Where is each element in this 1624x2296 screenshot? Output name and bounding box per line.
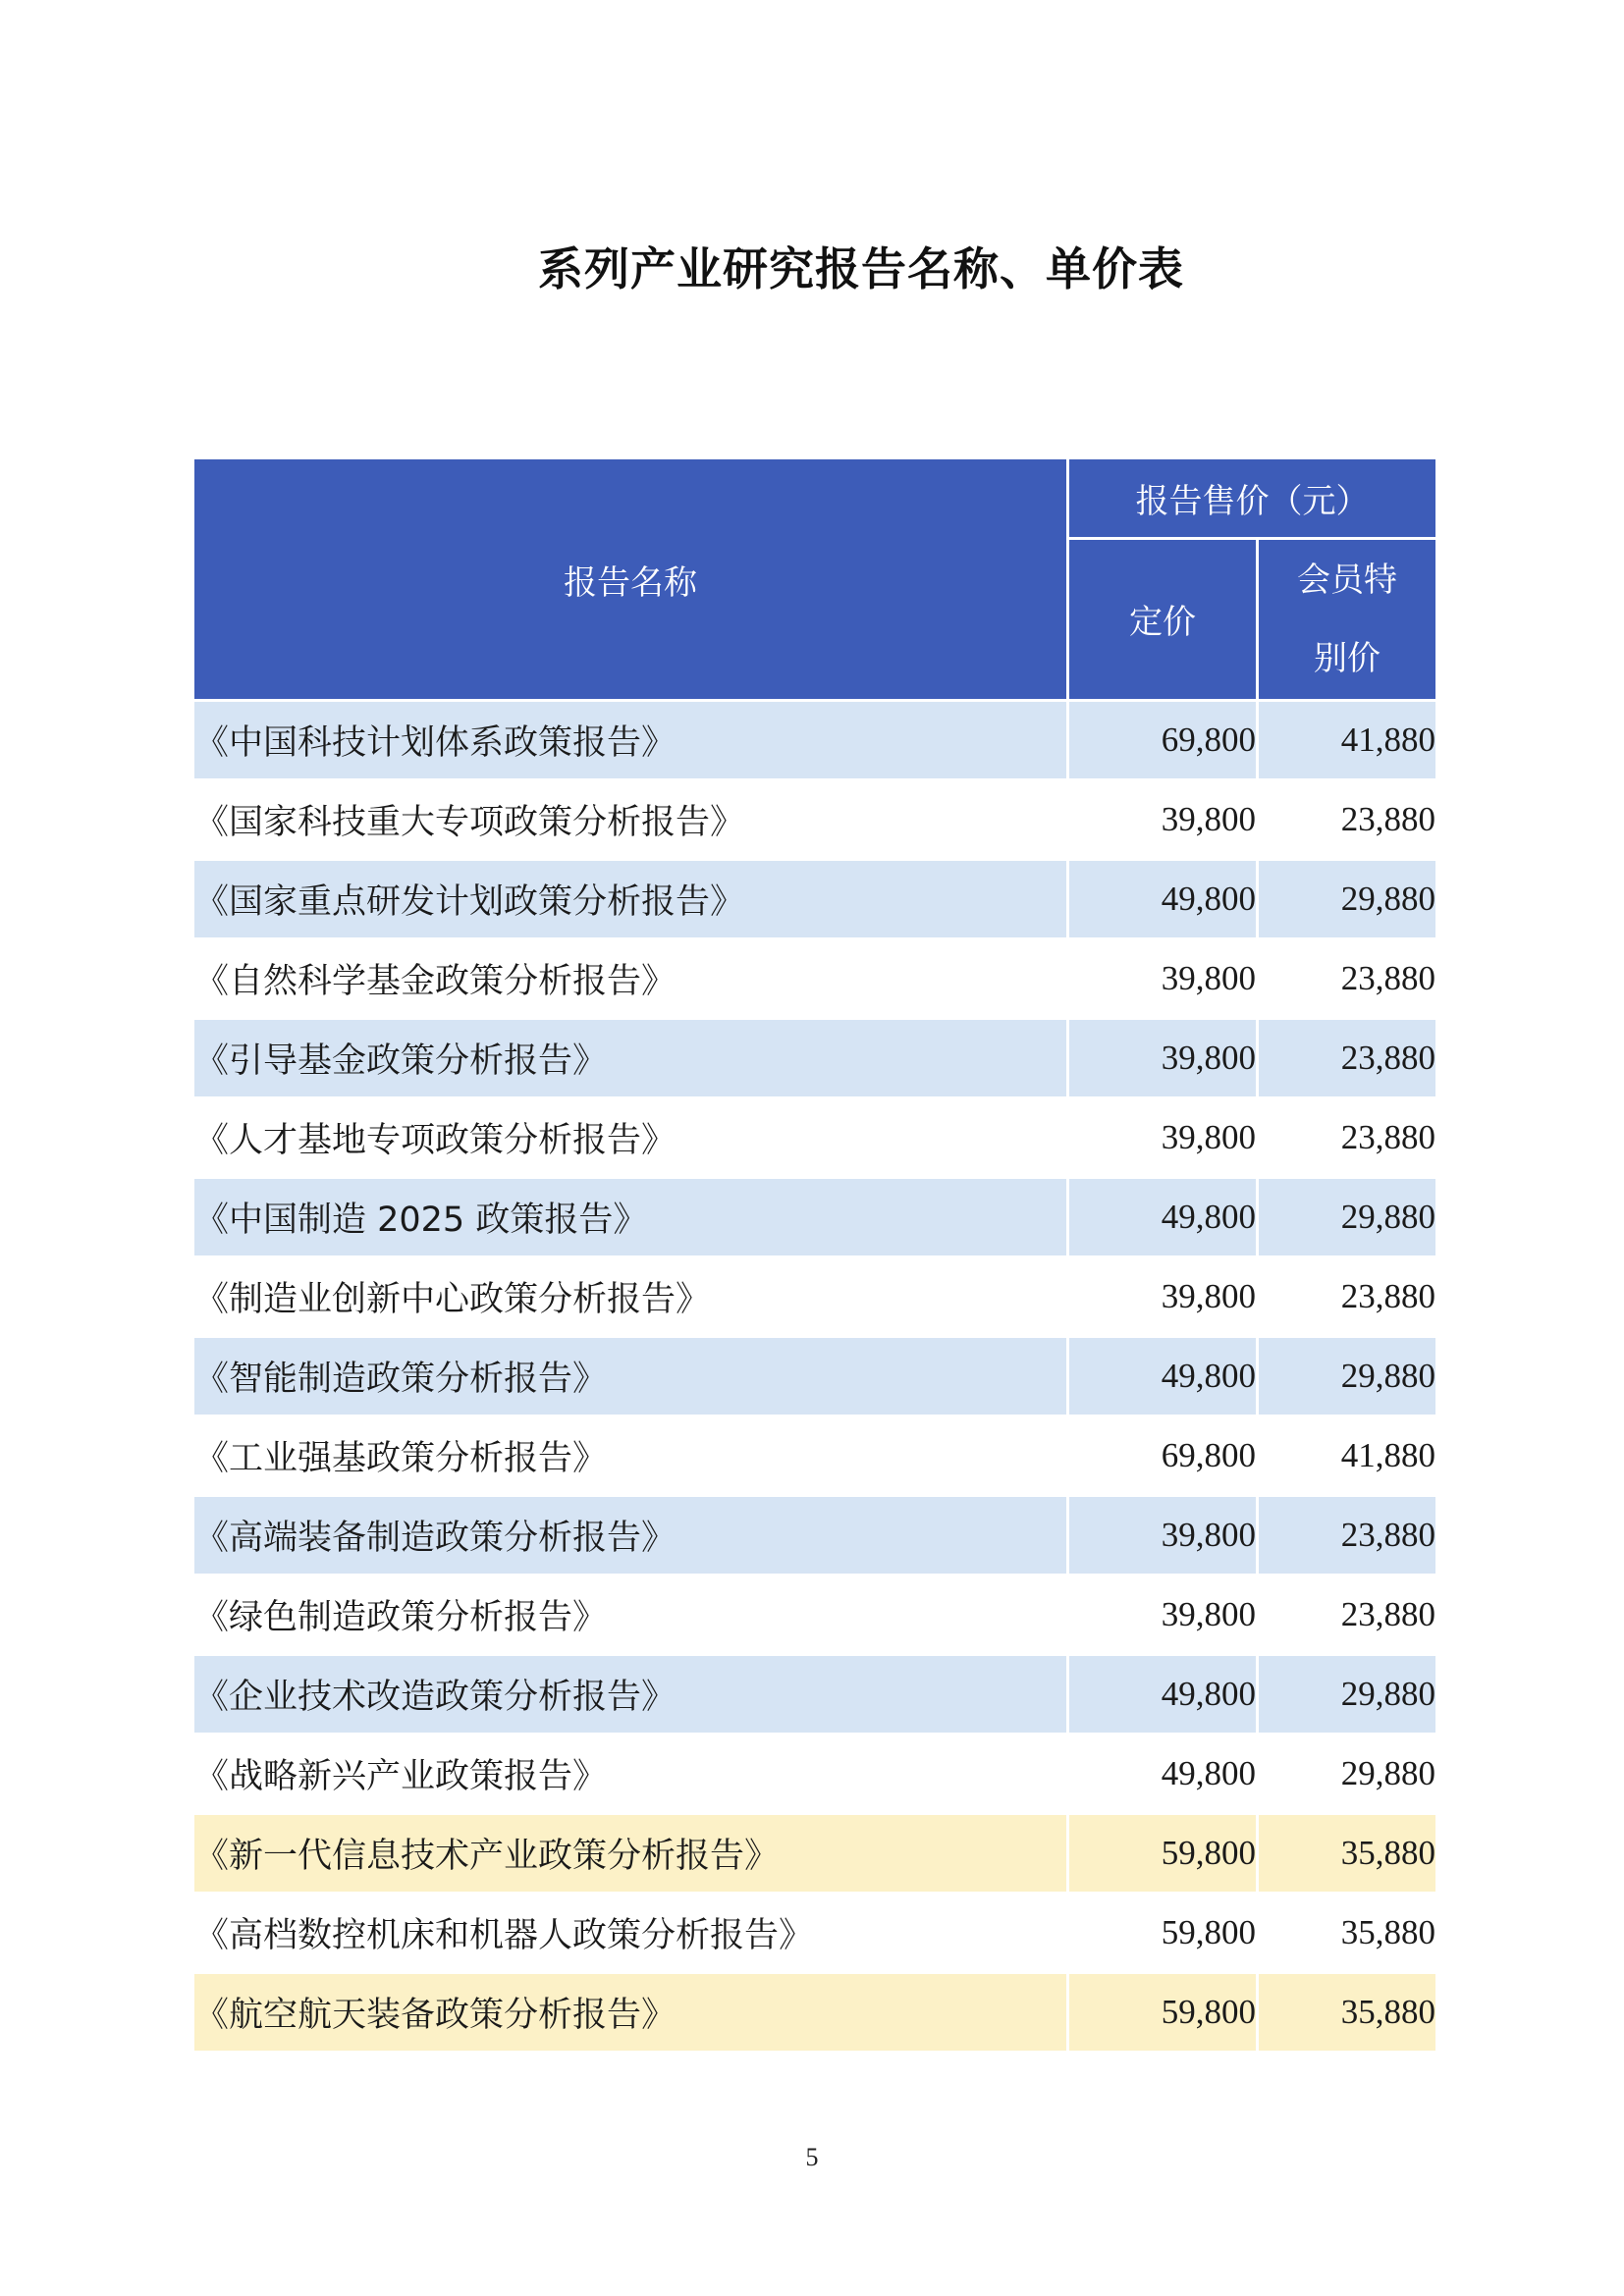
member-price-cell: 29,880 <box>1259 1656 1435 1733</box>
page-title: 系列产业研究报告名称、单价表 <box>538 242 1184 295</box>
report-name-cell: 《工业强基政策分析报告》 <box>194 1417 1066 1494</box>
report-name-cell: 《自然科学基金政策分析报告》 <box>194 940 1066 1017</box>
table-row <box>194 861 1435 937</box>
table-row <box>194 1179 1435 1255</box>
report-name-cell: 《引导基金政策分析报告》 <box>194 1020 1066 1096</box>
member-price-cell: 23,880 <box>1259 1497 1435 1574</box>
report-name-cell: 《高端装备制造政策分析报告》 <box>194 1497 1066 1574</box>
report-name-cell: 《智能制造政策分析报告》 <box>194 1338 1066 1415</box>
table-row <box>194 1497 1435 1574</box>
member-price-cell: 23,880 <box>1259 1258 1435 1335</box>
list-price-cell: 39,800 <box>1069 781 1256 858</box>
list-price-cell: 69,800 <box>1069 702 1256 778</box>
member-price-header-line1: 会员特 <box>1297 560 1397 600</box>
report-name-cell: 《战略新兴产业政策报告》 <box>194 1735 1066 1812</box>
list-price-cell: 49,800 <box>1069 861 1256 937</box>
member-price-cell: 23,880 <box>1259 781 1435 858</box>
table-row <box>194 1735 1435 1812</box>
report-name-cell: 《新一代信息技术产业政策分析报告》 <box>194 1815 1066 1892</box>
member-price-cell: 23,880 <box>1259 1576 1435 1653</box>
page-number: 5 <box>805 2143 819 2171</box>
table-row <box>194 940 1435 1017</box>
table-row <box>194 781 1435 858</box>
report-name-cell: 《绿色制造政策分析报告》 <box>194 1576 1066 1653</box>
table-row <box>194 1656 1435 1733</box>
table-row <box>194 1099 1435 1176</box>
table-body <box>194 702 1435 2051</box>
list-price-cell: 49,800 <box>1069 1656 1256 1733</box>
member-price-cell: 23,880 <box>1259 1099 1435 1176</box>
member-price-cell: 35,880 <box>1259 1974 1435 2051</box>
report-name-cell: 《中国制造 2025 政策报告》 <box>194 1179 1066 1255</box>
report-name-cell: 《人才基地专项政策分析报告》 <box>194 1099 1066 1176</box>
list-price-cell: 39,800 <box>1069 1576 1256 1653</box>
report-name-cell: 《国家科技重大专项政策分析报告》 <box>194 781 1066 858</box>
report-name-header: 报告名称 <box>194 459 1066 699</box>
report-name-cell: 《国家重点研发计划政策分析报告》 <box>194 861 1066 937</box>
list-price-cell: 49,800 <box>1069 1179 1256 1255</box>
member-price-cell: 41,880 <box>1259 1417 1435 1494</box>
member-price-header <box>1259 540 1435 699</box>
list-price-cell: 59,800 <box>1069 1815 1256 1892</box>
member-price-cell: 41,880 <box>1259 702 1435 778</box>
member-price-cell: 29,880 <box>1259 1179 1435 1255</box>
member-price-cell: 35,880 <box>1259 1895 1435 1971</box>
list-price-cell: 49,800 <box>1069 1735 1256 1812</box>
member-price-cell: 35,880 <box>1259 1815 1435 1892</box>
member-price-cell: 29,880 <box>1259 861 1435 937</box>
list-price-cell: 59,800 <box>1069 1974 1256 2051</box>
table-row <box>194 1815 1435 1892</box>
report-name-cell: 《企业技术改造政策分析报告》 <box>194 1656 1066 1733</box>
member-price-cell: 23,880 <box>1259 1020 1435 1096</box>
list-price-cell: 39,800 <box>1069 940 1256 1017</box>
member-price-header-line2: 别价 <box>1314 638 1380 678</box>
report-name-cell: 《高档数控机床和机器人政策分析报告》 <box>194 1895 1066 1971</box>
member-price-cell: 23,880 <box>1259 940 1435 1017</box>
list-price-cell: 49,800 <box>1069 1338 1256 1415</box>
list-price-cell: 59,800 <box>1069 1895 1256 1971</box>
list-price-cell: 39,800 <box>1069 1258 1256 1335</box>
member-price-cell: 29,880 <box>1259 1735 1435 1812</box>
member-price-cell: 29,880 <box>1259 1338 1435 1415</box>
price-group-header: 报告售价（元） <box>1069 459 1435 537</box>
table-header <box>194 459 1435 699</box>
table-row <box>194 1417 1435 1494</box>
list-price-header: 定价 <box>1069 540 1256 699</box>
table-row <box>194 1020 1435 1096</box>
report-name-cell: 《航空航天装备政策分析报告》 <box>194 1974 1066 2051</box>
table-row <box>194 1258 1435 1335</box>
table-row <box>194 1338 1435 1415</box>
table-row <box>194 702 1435 778</box>
list-price-cell: 39,800 <box>1069 1497 1256 1574</box>
list-price-cell: 39,800 <box>1069 1020 1256 1096</box>
table-row <box>194 1576 1435 1653</box>
table-row <box>194 1895 1435 1971</box>
price-table <box>191 456 1438 2054</box>
report-name-cell: 《制造业创新中心政策分析报告》 <box>194 1258 1066 1335</box>
table-row <box>194 1974 1435 2051</box>
list-price-cell: 39,800 <box>1069 1099 1256 1176</box>
list-price-cell: 69,800 <box>1069 1417 1256 1494</box>
report-name-cell: 《中国科技计划体系政策报告》 <box>194 702 1066 778</box>
